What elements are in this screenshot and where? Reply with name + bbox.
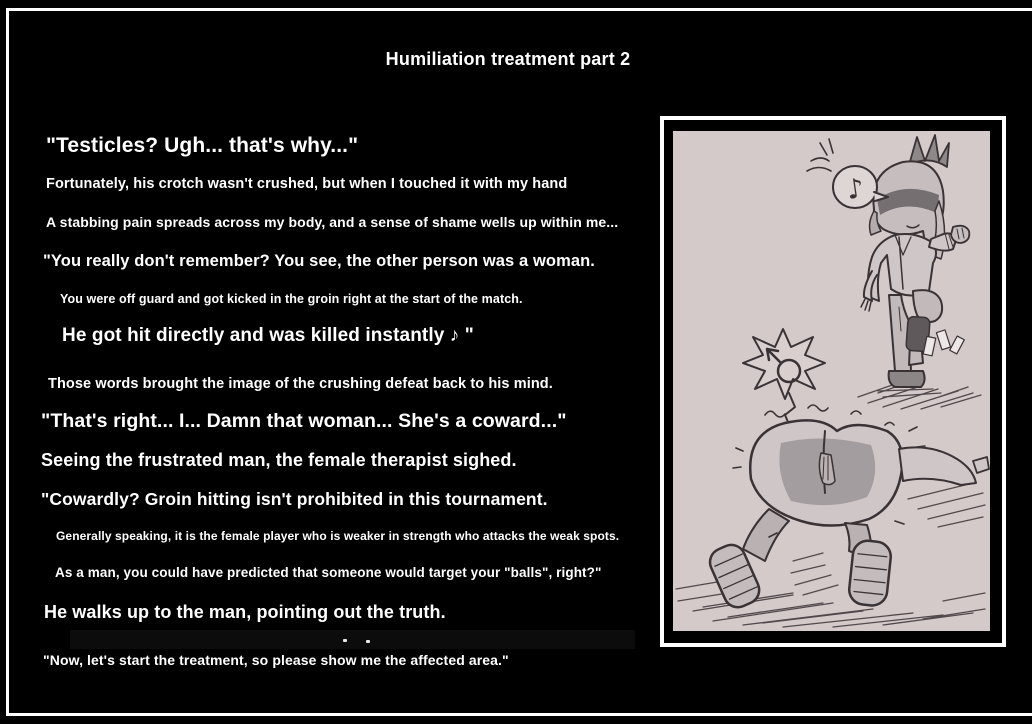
story-line: You were off guard and got kicked in the groin right at the start of the match. [60,292,523,306]
therapist-figure [861,135,969,387]
story-line: "Now, let's start the treatment, so please show me the affected area." [43,652,509,668]
story-line: "Cowardly? Groin hitting isn't prohibited in this tournament. [41,489,548,509]
outstretched-hand [973,457,989,473]
fist [951,226,969,243]
story-line: Those words brought the image of the crushing defeat back to his mind. [48,376,553,392]
torso-extension [899,447,976,485]
story-line: A stabbing pain spreads across my body, and a sense of shame wells up within me... [46,214,619,230]
story-line: As a man, you could have predicted that someone would target your "balls", right?" [55,565,602,580]
story-line: "Testicles? Ugh... that's why..." [46,134,359,157]
story-line: Fortunately, his crotch wasn't crushed, but when I touched it with my hand [46,176,568,192]
story-line: He got hit directly and was killed instantly ♪ " [62,325,474,346]
story-line: "You really don't remember? You see, the other person was a woman. [43,252,595,270]
speech-bubble [807,139,888,208]
clipped-text-remnant [70,630,635,649]
story-line: He walks up to the man, pointing out the truth. [44,602,446,622]
illustration [673,131,990,631]
story-line: Generally speaking, it is the female player who is weaker in strength who attacks the weak spots. [56,529,620,543]
right-shoe-sole [848,539,892,607]
motion-marks [807,139,833,171]
clipped-dot [366,640,370,643]
clipped-dot [343,639,347,642]
left-leg [743,509,789,561]
patient-figure [706,405,989,612]
music-note-icon: ♪ [844,172,867,207]
illustration-frame [660,116,1006,647]
story-line: Seeing the frustrated man, the female therapist sighed. [41,450,517,470]
shoe [889,371,925,387]
page-title: Humiliation treatment part 2 [385,49,631,69]
story-line: "That's right... I... Damn that woman... She's a coward..." [41,410,567,432]
